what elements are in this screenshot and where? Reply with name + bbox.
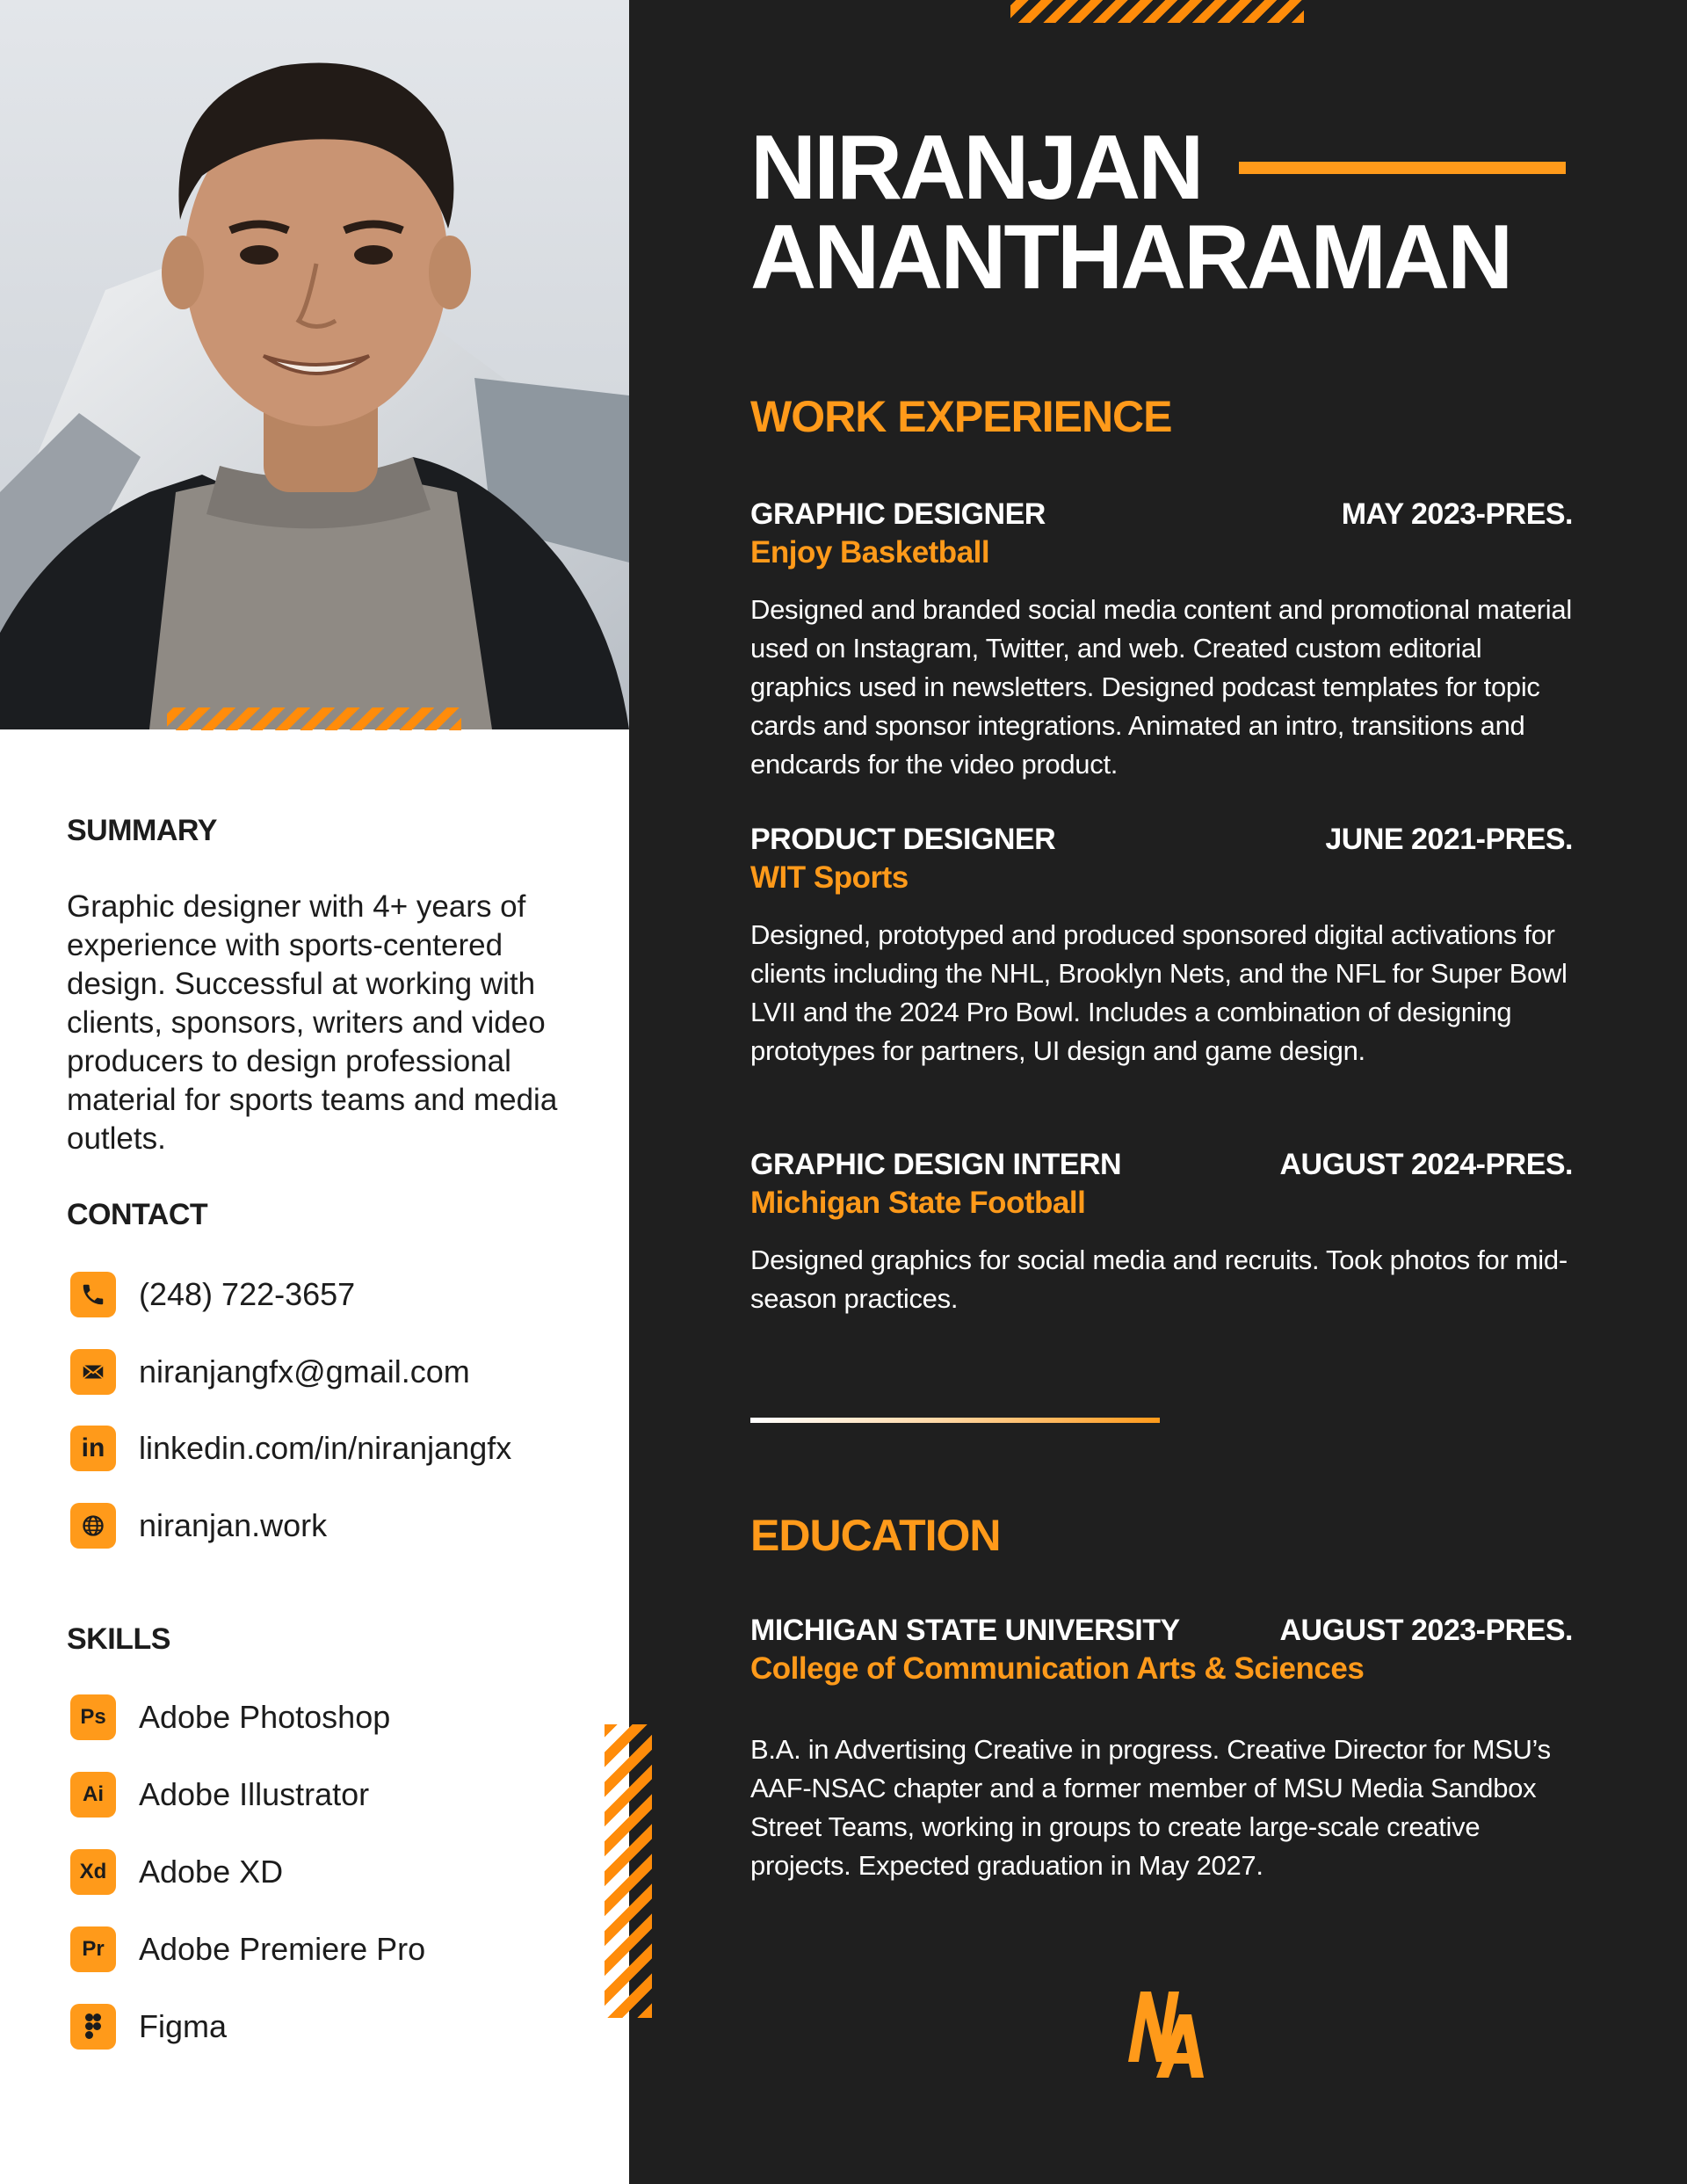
job-title: PRODUCT DESIGNER [750, 823, 1056, 856]
skill-label: Adobe Illustrator [139, 1776, 370, 1812]
job-description: Designed and branded social media content and promotional material used on Instagram, Twitter, and web. Created custom editorial graphics used in newsletters. Designed podcast templates for topic cards and sponsor integrations. Animated an intro, transitions and endcards for the video product. [750, 594, 1572, 780]
college-name: College of Communication Arts & Sciences [750, 1651, 1365, 1686]
last-name: ANANTHARAMAN [750, 207, 1511, 308]
job-date: AUGUST 2024-PRES. [1279, 1148, 1573, 1181]
education-description: B.A. in Advertising Creative in progress. Creative Director for MSU’s AAF-NSAC chapter and a former member of MSU Media Sandbox Street Teams, working in groups to create large-scale creative projects. Expected graduation in May 2027. [750, 1734, 1551, 1881]
contact-phone-label: (248) 722-3657 [139, 1276, 356, 1312]
summary-heading: SUMMARY [67, 814, 217, 847]
contact-linkedin-label: linkedin.com/in/niranjangfx [139, 1430, 512, 1466]
school-name: MICHIGAN STATE UNIVERSITY [750, 1614, 1180, 1647]
contact-website-label: niranjan.work [139, 1507, 328, 1543]
contact-phone[interactable] [70, 1272, 355, 1317]
skill-label: Adobe Premiere Pro [139, 1931, 426, 1967]
xd-icon: Xd [70, 1849, 116, 1895]
skill-label: Adobe Photoshop [139, 1699, 391, 1735]
job-organization: WIT Sports [750, 860, 909, 895]
contact-heading: CONTACT [67, 1198, 208, 1231]
education-heading: EDUCATION [750, 1511, 1001, 1560]
illustrator-icon: Ai [70, 1772, 116, 1818]
first-name: NIRANJAN [750, 117, 1202, 219]
job-organization: Michigan State Football [750, 1186, 1086, 1220]
education-date: AUGUST 2023-PRES. [1279, 1614, 1573, 1647]
work-heading: WORK EXPERIENCE [750, 392, 1172, 441]
section-divider [750, 1418, 1160, 1423]
monogram-logo [1121, 1984, 1209, 2086]
job-date: JUNE 2021-PRES. [1325, 823, 1573, 856]
skill-item [70, 1849, 283, 1895]
skill-label: Figma [139, 2008, 228, 2044]
left-column [0, 0, 629, 2184]
job-date: MAY 2023-PRES. [1341, 497, 1573, 531]
summary-text: Graphic designer with 4+ years of experience with sports-centered design. Successful at working with clients, sponsors, writers and video producers to design professional material for sports teams and media outlets. [67, 889, 558, 1156]
contact-website[interactable] [70, 1503, 327, 1549]
job-title: GRAPHIC DESIGNER [750, 497, 1046, 531]
top-hazard-stripe [1010, 0, 1304, 23]
contact-email-label: niranjangfx@gmail.com [139, 1353, 470, 1389]
skill-item [70, 2004, 227, 2050]
mail-icon [70, 1349, 116, 1395]
skill-item [70, 1694, 390, 1740]
figma-icon [70, 2004, 116, 2050]
skill-item [70, 1926, 425, 1972]
linkedin-icon: in [70, 1426, 116, 1471]
skill-item [70, 1772, 369, 1818]
contact-linkedin[interactable] [70, 1426, 511, 1471]
side-hazard-stripe [605, 1724, 652, 2018]
profile-photo [0, 0, 629, 729]
candidate-name [750, 117, 1511, 308]
job-description: Designed, prototyped and produced sponsored digital activations for clients including the NHL, Brooklyn Nets, and the NFL for Super Bowl LVII and the 2024 Pro Bowl. Includes a combination of designing prototypes for partners, UI design and game design. [750, 919, 1568, 1066]
right-column [629, 0, 1687, 2184]
job-description: Designed graphics for social media and recruits. Took photos for mid-season practices. [750, 1244, 1568, 1314]
photo-hazard-stripe [167, 707, 461, 730]
job-title: GRAPHIC DESIGN INTERN [750, 1148, 1122, 1181]
job-organization: Enjoy Basketball [750, 535, 990, 570]
globe-icon [70, 1503, 116, 1549]
name-accent-rule [1239, 162, 1566, 174]
skills-heading: SKILLS [67, 1622, 170, 1656]
skill-label: Adobe XD [139, 1854, 284, 1890]
photoshop-icon: Ps [70, 1694, 116, 1740]
contact-email[interactable] [70, 1349, 470, 1395]
premiere-icon: Pr [70, 1926, 116, 1972]
phone-icon [70, 1272, 116, 1317]
